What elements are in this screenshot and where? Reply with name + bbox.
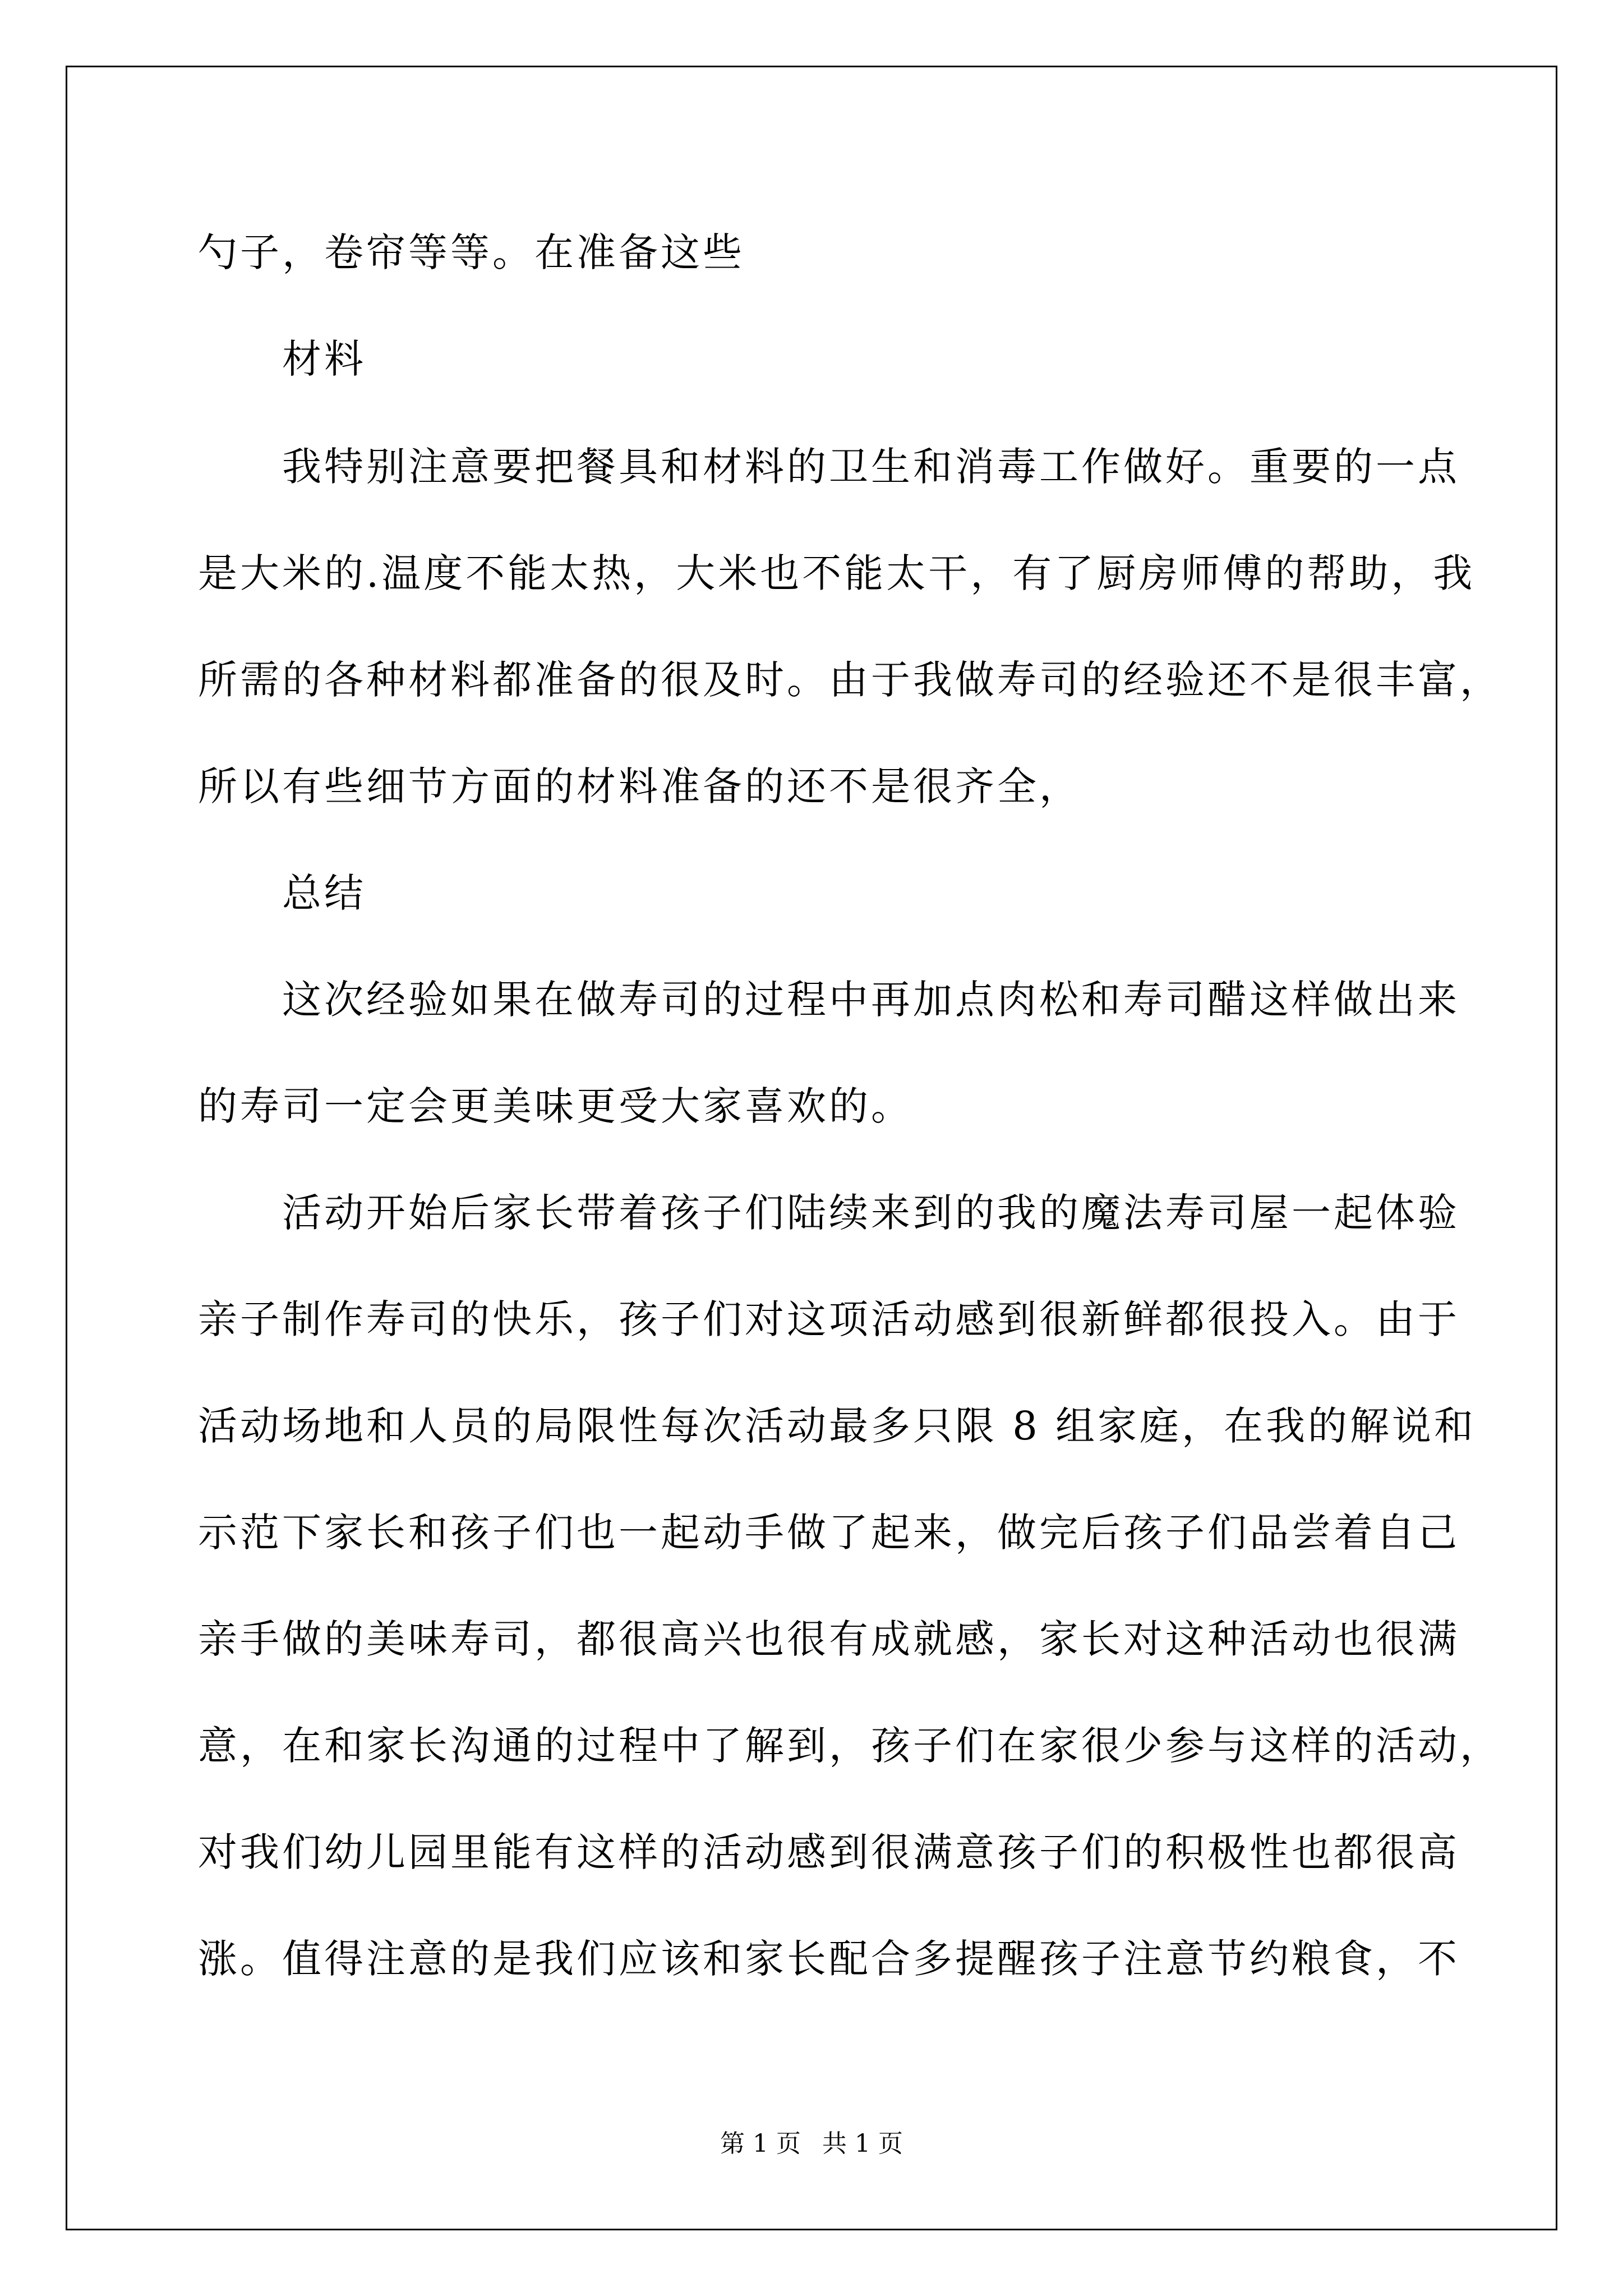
paragraph-line: 所以有些细节方面的材料准备的还不是很齐全，	[198, 763, 1081, 809]
page-footer	[0, 2123, 1623, 2159]
paragraph-line: 活动场地和人员的局限性每次活动最多只限 8 组家庭，在我的解说和	[198, 1403, 1477, 1449]
paragraph-line: 的寿司一定会更美味更受大家喜欢的。	[198, 1083, 913, 1129]
paragraph-line: 示范下家长和孩子们也一起动手做了起来，做完后孩子们品尝着自己	[198, 1510, 1460, 1556]
paragraph-line: 对我们幼儿园里能有这样的活动感到很满意孩子们的积极性也都很高	[198, 1829, 1460, 1875]
paragraph-line: 这次经验如果在做寿司的过程中再加点肉松和寿司醋这样做出来	[282, 977, 1460, 1023]
text-line: 勺子，卷帘等等。在准备这些	[198, 229, 745, 275]
paragraph-line: 意，在和家长沟通的过程中了解到，孩子们在家很少参与这样的活动，	[198, 1723, 1502, 1769]
page-border	[66, 66, 1557, 2230]
paragraph-line: 涨。值得注意的是我们应该和家长配合多提醒孩子注意节约粮食，不	[198, 1936, 1460, 1982]
section-heading-summary: 总结	[282, 870, 366, 916]
paragraph-line: 所需的各种材料都准备的很及时。由于我做寿司的经验还不是很丰富，	[198, 657, 1502, 703]
paragraph-line: 活动开始后家长带着孩子们陆续来到的我的魔法寿司屋一起体验	[282, 1190, 1460, 1236]
paragraph-line: 是大米的.温度不能太热，大米也不能太干，有了厨房师傅的帮助，我	[198, 550, 1476, 596]
page-number: 第 1 页	[720, 2129, 801, 2158]
paragraph-line: 亲子制作寿司的快乐，孩子们对这项活动感到很新鲜都很投入。由于	[198, 1296, 1460, 1342]
paragraph-line: 亲手做的美味寿司，都很高兴也很有成就感，家长对这种活动也很满	[198, 1616, 1460, 1662]
paragraph-line: 我特别注意要把餐具和材料的卫生和消毒工作做好。重要的一点	[282, 444, 1460, 490]
section-heading-materials: 材料	[282, 336, 366, 382]
page-total: 共 1 页	[822, 2129, 903, 2158]
